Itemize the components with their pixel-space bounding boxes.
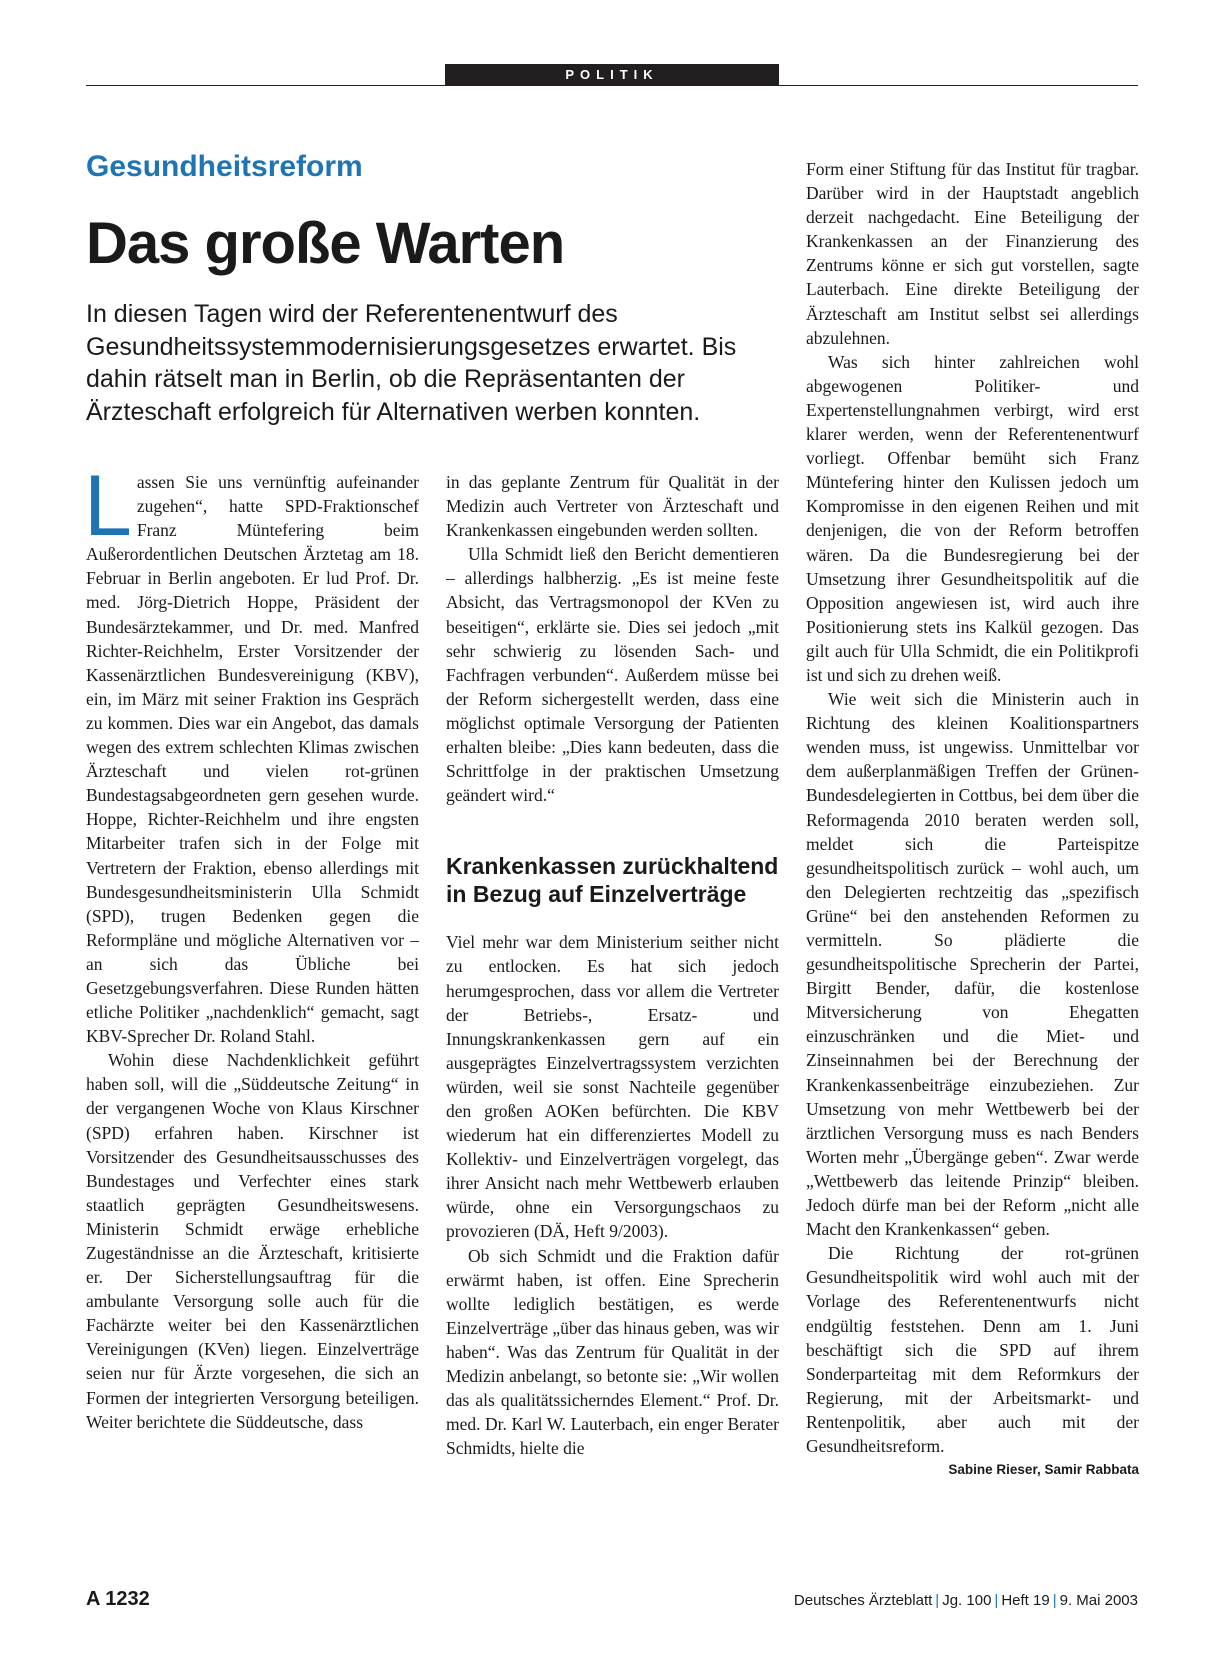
text-column-2 bbox=[446, 470, 779, 1460]
separator: | bbox=[935, 1592, 940, 1609]
article-title: Das große Warten bbox=[86, 211, 565, 276]
publication-info bbox=[794, 1592, 1138, 1609]
paragraph: Wohin diese Nachdenklichkeit geführt haben soll, will die „Süddeutsche Zeitung“ in der vergangenen Woche von Klaus Kirschner (SPD) erfahren haben. Kirschner ist Vorsitzender des Gesundheitsausschusses des Bundestages und Verfechter eines stark staatlich geprägten Gesundheitswesens. Ministerin Schmidt erwäge erhebliche Zugeständnisse an die Ärzteschaft, kritisierte er. Der Sicherstellungsauftrag für die ambulante Versorgung solle auch für die Fachärzte weiter bei den Kassenärztlichen Vereinigungen (KVen) liegen. Einzelverträge seien nur für Ärzte vorgesehen, die sich an Formen der integrierten Versorgung beteiligen. Weiter berichtete die Süddeutsche, dass bbox=[86, 1050, 419, 1432]
paragraph: Ulla Schmidt ließ den Bericht dementieren – allerdings halbherzig. „Es ist meine feste Absicht, das Vertragsmonopol der KVen zu beseitigen“, erklärte sie. Dies sei jedoch „mit sehr schwierig zu lösenden Sach- und Fachfragen verbunden“. Außerdem müsse bei der Reform sichergestellt werden, dass eine möglichst optimale Versorgung der Patienten erhalten bleibe: „Dies kann bedeuten, dass die Schrittfolge in der praktischen Umsetzung geändert wird.“ bbox=[446, 544, 779, 806]
date: 9. Mai 2003 bbox=[1059, 1592, 1138, 1609]
paragraph: Viel mehr war dem Ministerium seither nicht zu entlocken. Es hat sich jedoch herumgesprochen, dass vor allem die Vertreter der Betriebs-, Ersatz- und Innungskrankenkassen gern auf ein ausgeprägtes Einzelvertragssystem verzichten würden, weil sie sonst Nachteile gegenüber den großen AOKen befürchten. Die KBV wiederum hat ein differenziertes Modell zu Kollektiv- und Einzelverträgen vorgelegt, das ihrer Ansicht nach mehr Wettbewerb erlauben würde, ohne ein Versorgungschaos zu provozieren (DÄ, Heft 9/2003). bbox=[446, 932, 779, 1242]
header-rule bbox=[86, 85, 1138, 86]
paragraph bbox=[84, 458, 419, 1048]
drop-cap: L bbox=[84, 458, 132, 554]
paragraph: Wie weit sich die Ministerin auch in Richtung des kleinen Koalitionspartners wenden muss, ist ungewiss. Unmittelbar vor dem außerplanmäßigen Treffen der Grünen-Bundesdelegierten in Cottbus, bei dem über die Reformagenda 2010 beraten werden soll, meldet sich die Parteispitze gesundheitspolitisch zurück – wohl auch, um den Delegierten rechtzeitig das „spezifisch Grüne“ bei den anstehenden Reformen zu vermitteln. So plädierte die gesundheitspolitische Sprecherin der Partei, Birgitt Bender, dafür, die kostenlose Mitversicherung von Ehegatten einzuschränken und die Miet- und Zinseinnahmen bei der Berechnung der Krankenkassenbeiträge einzubeziehen. Zur Umsetzung von mehr Wettbewerb bei der ärztlichen Versorgung muss es nach Benders Worten mehr „Übergänge geben“. Zwar werde „Wettbewerb das leitende Prinzip“ bleiben. Jedoch dürfe man bei der Reform „nicht alle Macht den Krankenkassen“ geben. bbox=[806, 689, 1139, 1240]
paragraph bbox=[806, 1241, 1139, 1478]
subheading: Krankenkassen zurückhaltend in Bezug auf Einzelverträge bbox=[446, 853, 779, 908]
page-number: A 1232 bbox=[86, 1588, 150, 1610]
article-lead: In diesen Tagen wird der Referentenentwurf des Gesundheitssystemmodernisierungsgesetzes erwartet. Bis dahin rätselt man in Berlin, ob die Repräsentanten der Ärzteschaft erfolgreich für Alternativen werben konnten. bbox=[86, 300, 737, 426]
section-label: POLITIK bbox=[445, 64, 779, 85]
separator: | bbox=[994, 1592, 999, 1609]
paragraph: Form einer Stiftung für das Institut für tragbar. Darüber wird in der Hauptstadt angeblich derzeit nachgedacht. Eine Beteiligung der Krankenkassen an der Finanzierung des Zentrums könne er sich gut vorstellen, sagte Lauterbach. Eine direkte Beteiligung der Ärzteschaft am Institut selbst sei allerdings abzulehnen. bbox=[806, 159, 1139, 348]
paragraph: in das geplante Zentrum für Qualität in der Medizin auch Vertreter von Ärzteschaft und Krankenkassen eingebunden werden sollten. bbox=[446, 472, 779, 541]
author-byline: Sabine Rieser, Samir Rabbata bbox=[948, 1462, 1139, 1478]
paragraph-text: Die Richtung der rot-grünen Gesundheitspolitik wird wohl auch mit der Vorlage des Referentenentwurfs nicht endgültig feststehen. Denn am 1. Juni beschäftigt sich die SPD auf ihrem Sonderparteitag mit dem Reformkurs der Regierung, mit der Arbeitsmarkt- und Rentenpolitik, aber auch mit der Gesundheitsreform. bbox=[806, 1243, 1139, 1456]
issue: Heft 19 bbox=[1001, 1592, 1050, 1609]
paragraph-text: assen Sie uns vernünftig aufeinander zugehen“, hatte SPD-Fraktionschef Franz Müntefering beim Außerordentlichen Deutschen Ärztetag am 18. Februar in Berlin angeboten. Er lud Prof. Dr. med. Jörg-Dietrich Hoppe, Präsident der Bundesärztekammer, und Dr. med. Manfred Richter-Reichhelm, Erster Vorsitzender der Kassenärztlichen Bundesvereinigung (KBV), ein, im März mit seiner Fraktion ins Gespräch zu kommen. Dies war ein Angebot, das damals wegen des extrem schlechten Klimas zwischen Ärzteschaft und vielen rot-grünen Bundestagsabgeordneten gern gesehen wurde. Hoppe, Richter-Reichhelm und ihre engsten Mitarbeiter trafen sich in der Folge mit Vertretern der Fraktion, ebenso allerdings mit Bundesgesundheitsministerin Ulla Schmidt (SPD), trugen Bedenken gegen die Reformpläne und mögliche Alternativen vor – an sich das Übliche bei Gesetzgebungsverfahren. Diese Runden hätten etliche Politiker „nachdenklich“ gemacht, sagt KBV-Sprecher Dr. Roland Stahl. bbox=[86, 472, 419, 1047]
text-column-1 bbox=[84, 458, 419, 1434]
volume: Jg. 100 bbox=[942, 1592, 992, 1609]
paragraph: Ob sich Schmidt und die Fraktion dafür erwärmt haben, ist offen. Eine Sprecherin wollte lediglich bestätigen, es werde Einzelverträge „über das hinaus geben, was wir haben“. Was das Zentrum für Qualität in der Medizin anbelangt, so betonte sie: „Wir wollen das als qualitätssicherndes Element.“ Prof. Dr. med. Dr. Karl W. Lauterbach, ein enger Berater Schmidts, hielte die bbox=[446, 1245, 779, 1459]
separator: | bbox=[1052, 1592, 1057, 1609]
text-column-3 bbox=[806, 157, 1139, 1482]
journal-name: Deutsches Ärzteblatt bbox=[793, 1592, 933, 1609]
paragraph: Was sich hinter zahlreichen wohl abgewogenen Politiker- und Expertenstellungnahmen verbirgt, wird erst klarer werden, wenn der Referentenentwurf vorliegt. Offenbar bemüht sich Franz Müntefering hinter den Kulissen jedoch um Kompromisse in den eigenen Reihen und mit denjenigen, die von der Reform betroffen wären. Da die Bundesregierung bei der Umsetzung ihrer Gesundheitspolitik auf die Opposition angewiesen ist, wird auch ihre Positionierung stets ins Kalkül gezogen. Das gilt auch für Ulla Schmidt, die ein Politikprofi ist und sich zu drehen weiß. bbox=[806, 351, 1139, 685]
article-kicker: Gesundheitsreform bbox=[86, 150, 363, 183]
